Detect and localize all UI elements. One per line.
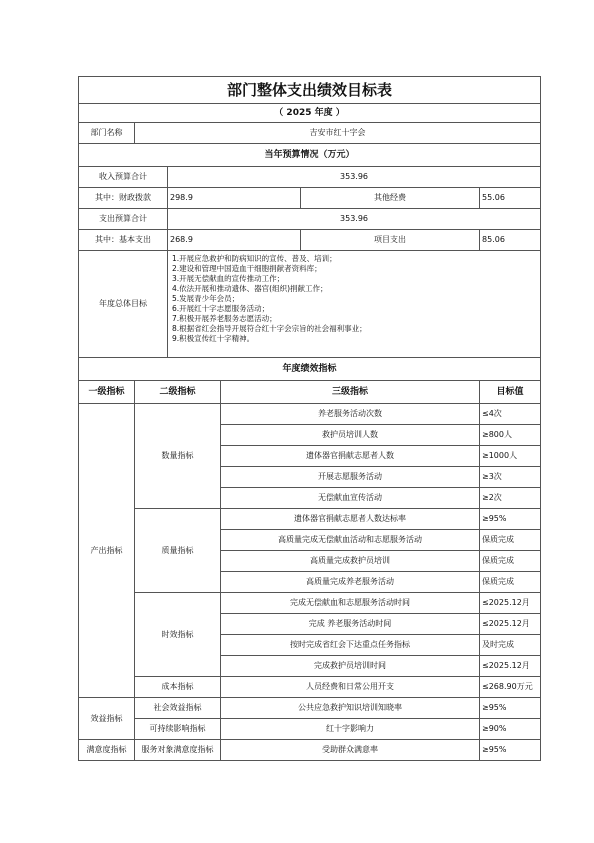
- indicator-name: 遗体器官捐献志愿者人数达标率: [221, 509, 480, 530]
- level2-sustainable: 可持续影响指标: [135, 719, 221, 740]
- goal-item: 1.开展应急救护和防病知识的宣传、普及、培训；: [172, 254, 337, 263]
- indicator-name: 高质量完成救护员培训: [221, 551, 480, 572]
- indicator-target: ≥95%: [480, 698, 541, 719]
- fiscal-appropriation-value: 298.9: [168, 188, 301, 209]
- indicator-target: ≤2025.12月: [480, 614, 541, 635]
- dept-name-label: 部门名称: [79, 123, 135, 144]
- indicator-name: 养老服务活动次数: [221, 404, 480, 425]
- indicator-target: 保质完成: [480, 551, 541, 572]
- expense-total-label: 支出预算合计: [79, 209, 168, 230]
- other-funds-value: 55.06: [480, 188, 541, 209]
- level2-quality: 质量指标: [135, 509, 221, 593]
- annual-goal-list: [168, 251, 541, 358]
- performance-target-sheet: [78, 76, 533, 761]
- col-header-level2: 二级指标: [135, 381, 221, 404]
- annual-goal-label: 年度总体目标: [79, 251, 168, 358]
- indicator-name: 完成 养老服务活动时间: [221, 614, 480, 635]
- level1-benefit: 效益指标: [79, 698, 135, 740]
- goal-item: 9.积极宣传红十字精神。: [172, 334, 255, 343]
- goal-item: 4.依法开展和推动遗体、器官(组织)捐献工作；: [172, 284, 328, 293]
- indicator-name: 完成无偿献血和志愿服务活动时间: [221, 593, 480, 614]
- indicator-name: 高质量完成无偿献血活动和志愿服务活动: [221, 530, 480, 551]
- indicator-target: 保质完成: [480, 572, 541, 593]
- basic-expense-value: 268.9: [168, 230, 301, 251]
- indicator-target: ≥800人: [480, 425, 541, 446]
- income-total-label: 收入预算合计: [79, 167, 168, 188]
- indicator-name: 受助群众满意率: [221, 740, 480, 761]
- indicator-target: ≤268.90万元: [480, 677, 541, 698]
- goal-item: 7.积极开展养老服务志愿活动；: [172, 314, 277, 323]
- indicator-name: 按时完成省红会下达重点任务指标: [221, 635, 480, 656]
- project-expense-label: 项目支出: [301, 230, 480, 251]
- level2-cost: 成本指标: [135, 677, 221, 698]
- indicator-name: 红十字影响力: [221, 719, 480, 740]
- indicator-name: 公共应急救护知识培训知晓率: [221, 698, 480, 719]
- level2-service-satisfaction: 服务对象满意度指标: [135, 740, 221, 761]
- indicator-name: 高质量完成养老服务活动: [221, 572, 480, 593]
- performance-section-header: 年度绩效指标: [79, 358, 541, 381]
- goal-item: 5.发展青少年会员；: [172, 294, 240, 303]
- indicator-name: 无偿献血宣传活动: [221, 488, 480, 509]
- goal-item: 3.开展无偿献血的宣传推动工作；: [172, 274, 285, 283]
- indicator-target: 保质完成: [480, 530, 541, 551]
- col-header-target: 目标值: [480, 381, 541, 404]
- level2-social: 社会效益指标: [135, 698, 221, 719]
- col-header-level1: 一级指标: [79, 381, 135, 404]
- indicator-name: 遗体器官捐献志愿者人数: [221, 446, 480, 467]
- col-header-level3: 三级指标: [221, 381, 480, 404]
- performance-table: [78, 76, 541, 761]
- indicator-target: ≥2次: [480, 488, 541, 509]
- goal-item: 2.建设和管理中国造血干细胞捐献者资料库；: [172, 264, 322, 273]
- indicator-target: ≤2025.12月: [480, 656, 541, 677]
- indicator-name: 开展志愿服务活动: [221, 467, 480, 488]
- indicator-target: 及时完成: [480, 635, 541, 656]
- indicator-name: 人员经费和日常公用开支: [221, 677, 480, 698]
- fiscal-appropriation-label: 其中：财政拨款: [79, 188, 168, 209]
- indicator-target: ≤2025.12月: [480, 593, 541, 614]
- fiscal-year: （ 2025 年度 ）: [79, 104, 541, 123]
- indicator-target: ≥3次: [480, 467, 541, 488]
- indicator-target: ≥95%: [480, 740, 541, 761]
- page-title: 部门整体支出绩效目标表: [79, 77, 541, 104]
- level2-timeliness: 时效指标: [135, 593, 221, 677]
- other-funds-label: 其他经费: [301, 188, 480, 209]
- budget-section-header: 当年预算情况（万元）: [79, 144, 541, 167]
- dept-name-value: 吉安市红十字会: [135, 123, 541, 144]
- indicator-target: ≥1000人: [480, 446, 541, 467]
- level2-quantity: 数量指标: [135, 404, 221, 509]
- indicator-target: ≤4次: [480, 404, 541, 425]
- goal-item: 6.开展红十字志愿服务活动；: [172, 304, 270, 313]
- indicator-target: ≥90%: [480, 719, 541, 740]
- indicator-target: ≥95%: [480, 509, 541, 530]
- level1-output: 产出指标: [79, 404, 135, 698]
- indicator-name: 完成救护员培训时间: [221, 656, 480, 677]
- goal-item: 8.根据省红会指导开展符合红十字会宗旨的社会福利事业；: [172, 324, 367, 333]
- expense-total-value: 353.96: [168, 209, 541, 230]
- project-expense-value: 85.06: [480, 230, 541, 251]
- level1-satisfaction: 满意度指标: [79, 740, 135, 761]
- income-total-value: 353.96: [168, 167, 541, 188]
- basic-expense-label: 其中：基本支出: [79, 230, 168, 251]
- indicator-name: 救护员培训人数: [221, 425, 480, 446]
